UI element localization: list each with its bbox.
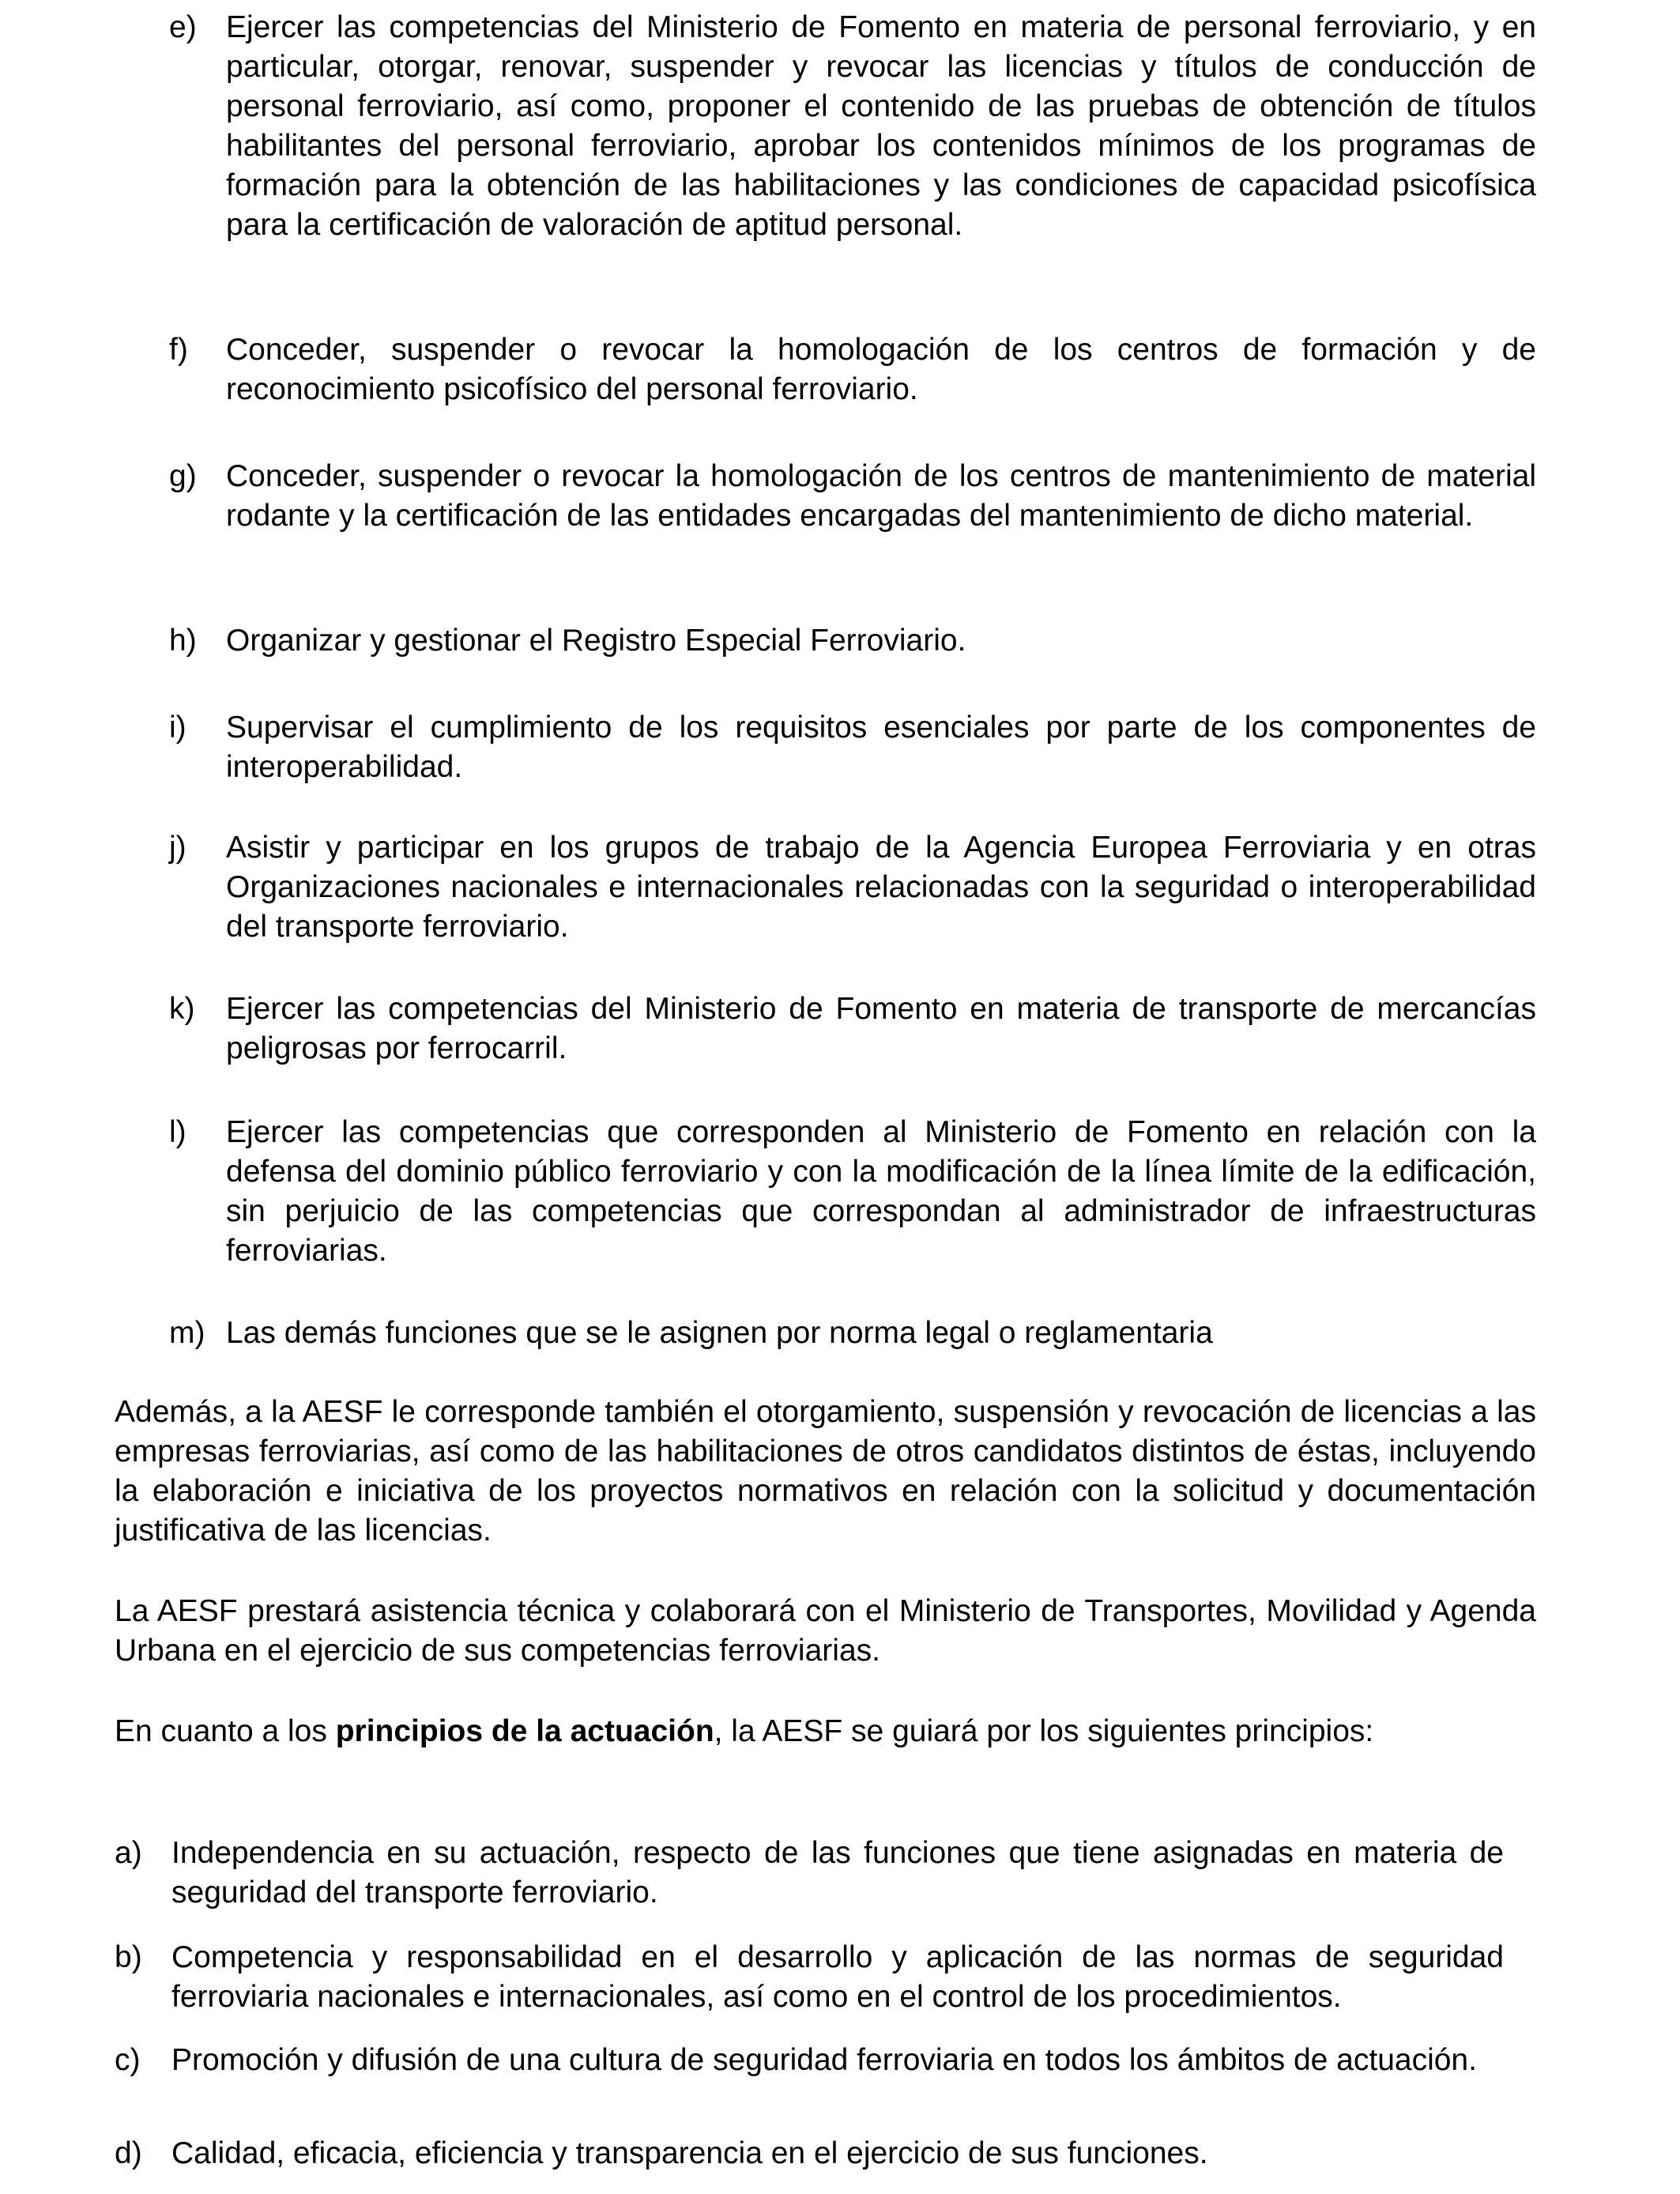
- list-marker: j): [169, 831, 186, 865]
- list-marker: g): [169, 459, 197, 493]
- list-item-text: Organizar y gestionar el Registro Especial Ferroviario.: [226, 624, 966, 658]
- paragraph-asistencia: La AESF prestará asistencia técnica y colaborará con el Ministerio de Transportes, Movilidad y Agenda Urbana en el ejercicio de sus competencias ferroviarias.: [115, 1594, 1536, 1668]
- principle-item-d: [115, 2134, 1504, 2173]
- principle-item-c: [115, 2041, 1504, 2080]
- principle-item-b: [115, 1938, 1504, 2017]
- paragraph-licencias: Además, a la AESF le corresponde también el otorgamiento, suspensión y revocación de licencias a las empresas ferroviarias, así como de las habilitaciones de otros candidatos distintos de éstas, incluyendo la elaboración e iniciativa de los proyectos normativos en relación con la solicitud y documentación justificativa de las licencias.: [115, 1395, 1536, 1547]
- list-item-e: [169, 8, 1536, 245]
- paragraph-principios: [115, 1712, 1536, 1751]
- list-item-g: [169, 457, 1536, 536]
- list-item-m: [169, 1314, 1536, 1353]
- list-item-text: Asistir y participar en los grupos de trabajo de la Agencia Europea Ferroviaria y en otras Organizaciones nacionales e internacionales relacionadas con la seguridad o interoperabilidad del transporte ferroviario.: [226, 831, 1536, 944]
- list-marker: l): [169, 1115, 186, 1149]
- list-item-text: Ejercer las competencias del Ministerio de Fomento en materia de personal ferroviario, y en particular, otorgar, renovar, suspender y revocar las licencias y títulos de conducción de personal ferroviario, así como, proponer el contenido de las pruebas de obtención de títulos habilitantes del personal ferroviario, aprobar los contenidos mínimos de los programas de formación para la obtención de las habilitaciones y las condiciones de capacidad psicofísica para la certificación de valoración de aptitud personal.: [226, 10, 1536, 242]
- list-marker: h): [169, 624, 197, 658]
- list-marker: a): [115, 1836, 142, 1870]
- bold-phrase: principios de la actuación: [335, 1714, 714, 1748]
- list-item-f: [169, 330, 1536, 409]
- list-item-i: [169, 708, 1536, 787]
- list-item-text: Competencia y responsabilidad en el desarrollo y aplicación de las normas de seguridad ferroviaria nacionales e internacionales, así como en el control de los procedimientos.: [171, 1940, 1504, 2014]
- list-marker: i): [169, 711, 186, 745]
- list-marker: f): [169, 333, 188, 367]
- list-item-text: Ejercer las competencias del Ministerio de Fomento en materia de transporte de mercancías peligrosas por ferrocarril.: [226, 992, 1536, 1065]
- list-item-text: Calidad, eficacia, eficiencia y transparencia en el ejercicio de sus funciones.: [171, 2136, 1208, 2170]
- paragraph-text: , la AESF se guiará por los siguientes principios:: [714, 1714, 1374, 1748]
- list-item-text: Conceder, suspender o revocar la homologación de los centros de formación y de reconocimiento psicofísico del personal ferroviario.: [226, 333, 1536, 406]
- list-marker: c): [115, 2043, 141, 2077]
- list-marker: e): [169, 10, 197, 44]
- list-item-text: Las demás funciones que se le asignen por norma legal o reglamentaria: [226, 1316, 1213, 1350]
- list-marker: d): [115, 2136, 142, 2170]
- principle-item-a: [115, 1834, 1504, 1913]
- list-item-text: Supervisar el cumplimiento de los requisitos esenciales por parte de los componentes de interoperabilidad.: [226, 711, 1536, 784]
- list-marker: b): [115, 1940, 142, 1974]
- list-item-h: [169, 621, 1536, 661]
- list-item-text: Conceder, suspender o revocar la homologación de los centros de mantenimiento de material rodante y la certificación de las entidades encargadas del mantenimiento de dicho material.: [226, 459, 1536, 533]
- list-item-l: [169, 1113, 1536, 1271]
- list-marker: k): [169, 992, 195, 1026]
- list-item-text: Promoción y difusión de una cultura de seguridad ferroviaria en todos los ámbitos de actuación.: [171, 2043, 1477, 2077]
- list-marker: m): [169, 1316, 205, 1350]
- list-item-text: Ejercer las competencias que corresponden al Ministerio de Fomento en relación con la defensa del dominio público ferroviario y con la modificación de la línea límite de la edificación, sin perjuicio de las competencias que correspondan al administrador de infraestructuras ferroviarias.: [226, 1115, 1536, 1268]
- list-item-text: Independencia en su actuación, respecto de las funciones que tiene asignadas en materia de seguridad del transporte ferroviario.: [171, 1836, 1504, 1909]
- list-item-j: [169, 828, 1536, 947]
- list-item-k: [169, 990, 1536, 1069]
- paragraph-text: En cuanto a los: [115, 1714, 336, 1748]
